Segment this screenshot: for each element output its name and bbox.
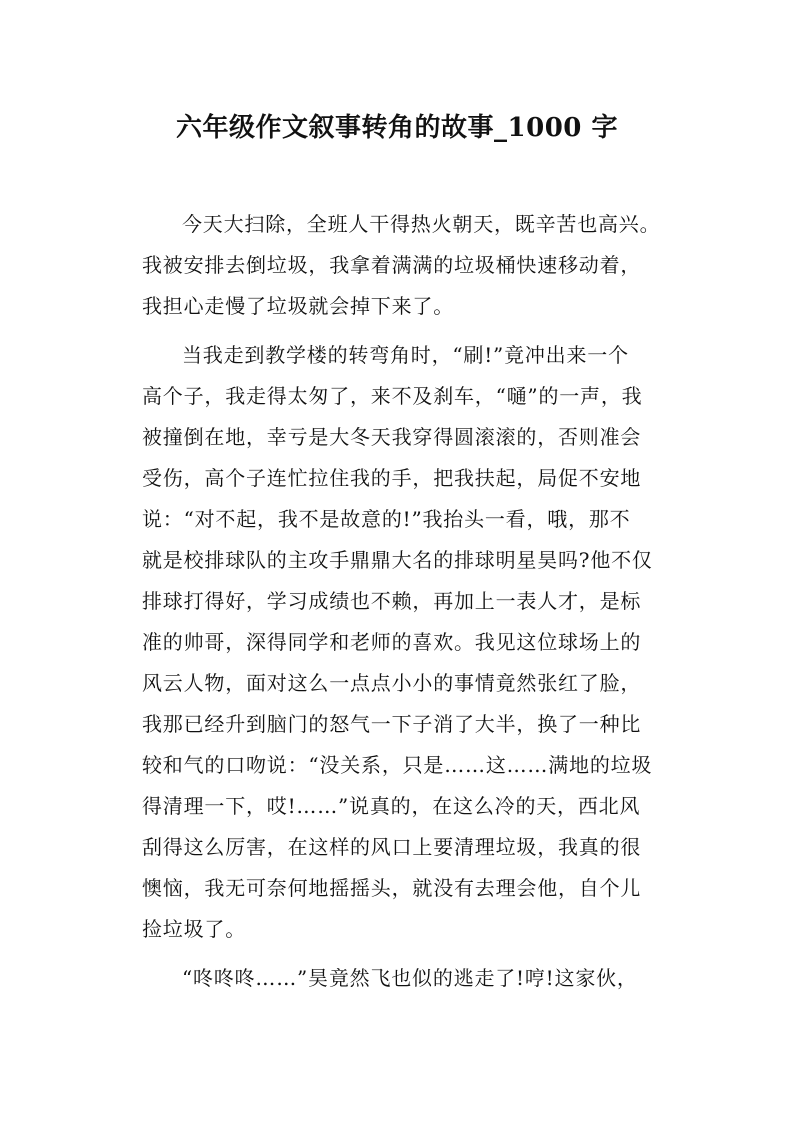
- paragraph-2: [142, 335, 678, 950]
- text-line: 我被安排去倒垃圾，我拿着满满的垃圾桶快速移动着，: [142, 253, 642, 277]
- text-line: “咚咚咚……”昊竟然飞也似的逃走了!哼!这家伙，: [182, 966, 638, 990]
- text-line: 被撞倒在地，幸亏是大冬天我穿得圆滚滚的，否则准会: [142, 425, 642, 449]
- document-title: 六年级作文叙事转角的故事_1000 字: [176, 113, 618, 143]
- text-line: 准的帅哥，深得同学和老师的喜欢。我见这位球场上的: [142, 630, 642, 654]
- text-line: 懊恼，我无可奈何地摇摇头，就没有去理会他，自个儿: [142, 876, 642, 900]
- text-line: 当我走到教学楼的转弯角时，“刷!”竟冲出来一个: [182, 343, 629, 367]
- text-line: 得清理一下，哎!……”说真的，在这么冷的天，西北风: [142, 794, 641, 818]
- paragraph-3: [142, 958, 678, 999]
- text-line: 排球打得好，学习成绩也不赖，再加上一表人才，是标: [142, 589, 642, 613]
- text-line: 捡垃圾了。: [142, 917, 246, 941]
- document-body: [142, 204, 678, 999]
- text-line: 风云人物，面对这么一点点小小的事情竟然张红了脸，: [142, 671, 642, 695]
- paragraph-1: [142, 204, 678, 327]
- text-line: 高个子，我走得太匆了，来不及刹车，“嗵”的一声，我: [142, 384, 643, 408]
- text-line: 今天大扫除，全班人干得热火朝天，既辛苦也高兴。: [182, 212, 661, 236]
- text-line: 我那已经升到脑门的怒气一下子消了大半，换了一种比: [142, 712, 642, 736]
- text-line: 刮得这么厉害，在这样的风口上要清理垃圾，我真的很: [142, 835, 642, 859]
- text-line: 说：“对不起，我不是故意的!”我抬头一看，哦，那不: [142, 507, 631, 531]
- text-line: 我担心走慢了垃圾就会掉下来了。: [142, 294, 454, 318]
- text-line: 就是校排球队的主攻手鼎鼎大名的排球明星昊吗?他不仅: [142, 548, 653, 572]
- text-line: 较和气的口吻说：“没关系，只是……这……满地的垃圾: [142, 753, 653, 777]
- text-line: 受伤，高个子连忙拉住我的手，把我扶起，局促不安地: [142, 466, 642, 490]
